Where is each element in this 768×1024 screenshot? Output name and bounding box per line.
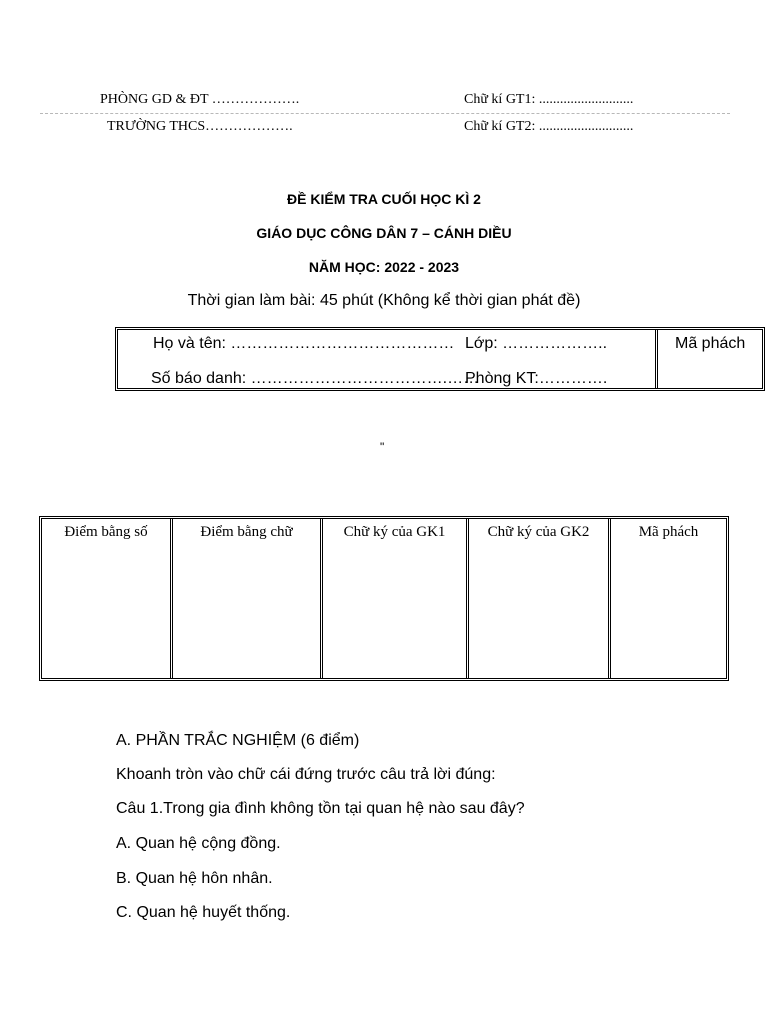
school-line: TRƯỜNG THCS……………….: [107, 119, 293, 134]
exam-duration: Thời gian làm bài: 45 phút (Không kể thời gian phát đề): [187, 292, 581, 309]
score-words-cell: Điểm bằng chữ: [170, 519, 320, 678]
separator-mark: ": [380, 440, 385, 454]
student-id-field-label: Số báo danh: ……………………………….……: [151, 370, 480, 387]
signature-gt1-line: Chữ kí GT1: ...........................: [464, 92, 634, 107]
exam-room-field-label: Phòng KT:………….: [465, 370, 608, 387]
exam-title: ĐỀ KIỂM TRA CUỐI HỌC KÌ 2: [287, 191, 481, 207]
signature-gt2-line: Chữ kí GT2: ...........................: [464, 119, 634, 134]
grader1-signature-cell: Chữ ký của GK1: [320, 519, 466, 678]
info-box-divider: [655, 330, 658, 388]
question-1-option-b: B. Quan hệ hôn nhân.: [116, 870, 273, 887]
grader2-signature-cell: Chữ ký của GK2: [466, 519, 608, 678]
question-1-option-c: C. Quan hệ huyết thống.: [116, 904, 291, 921]
department-line: PHÒNG GD & ĐT ……………….: [100, 92, 300, 107]
secret-code-cell: Mã phách: [608, 519, 726, 678]
student-info-box: [115, 327, 765, 391]
score-table: [39, 516, 729, 681]
question-1: Câu 1.Trong gia đình không tồn tại quan hệ nào sau đây?: [116, 800, 525, 817]
score-number-cell: Điểm bằng số: [64, 524, 148, 540]
section-a-heading: A. PHẦN TRẮC NGHIỆM (6 điểm): [116, 732, 360, 749]
secret-code-label: Mã phách: [675, 335, 746, 352]
header-dashed-divider: [40, 113, 730, 114]
exam-subject: GIÁO DỤC CÔNG DÂN 7 – CÁNH DIỀU: [256, 225, 512, 241]
question-1-option-a: A. Quan hệ cộng đồng.: [116, 835, 281, 852]
class-field-label: Lớp: ………………..: [465, 335, 608, 352]
section-a-instruction: Khoanh tròn vào chữ cái đứng trước câu trả lời đúng:: [116, 766, 496, 783]
exam-school-year: NĂM HỌC: 2022 - 2023: [308, 259, 460, 275]
name-field-label: Họ và tên: ……………………………………: [153, 335, 455, 352]
